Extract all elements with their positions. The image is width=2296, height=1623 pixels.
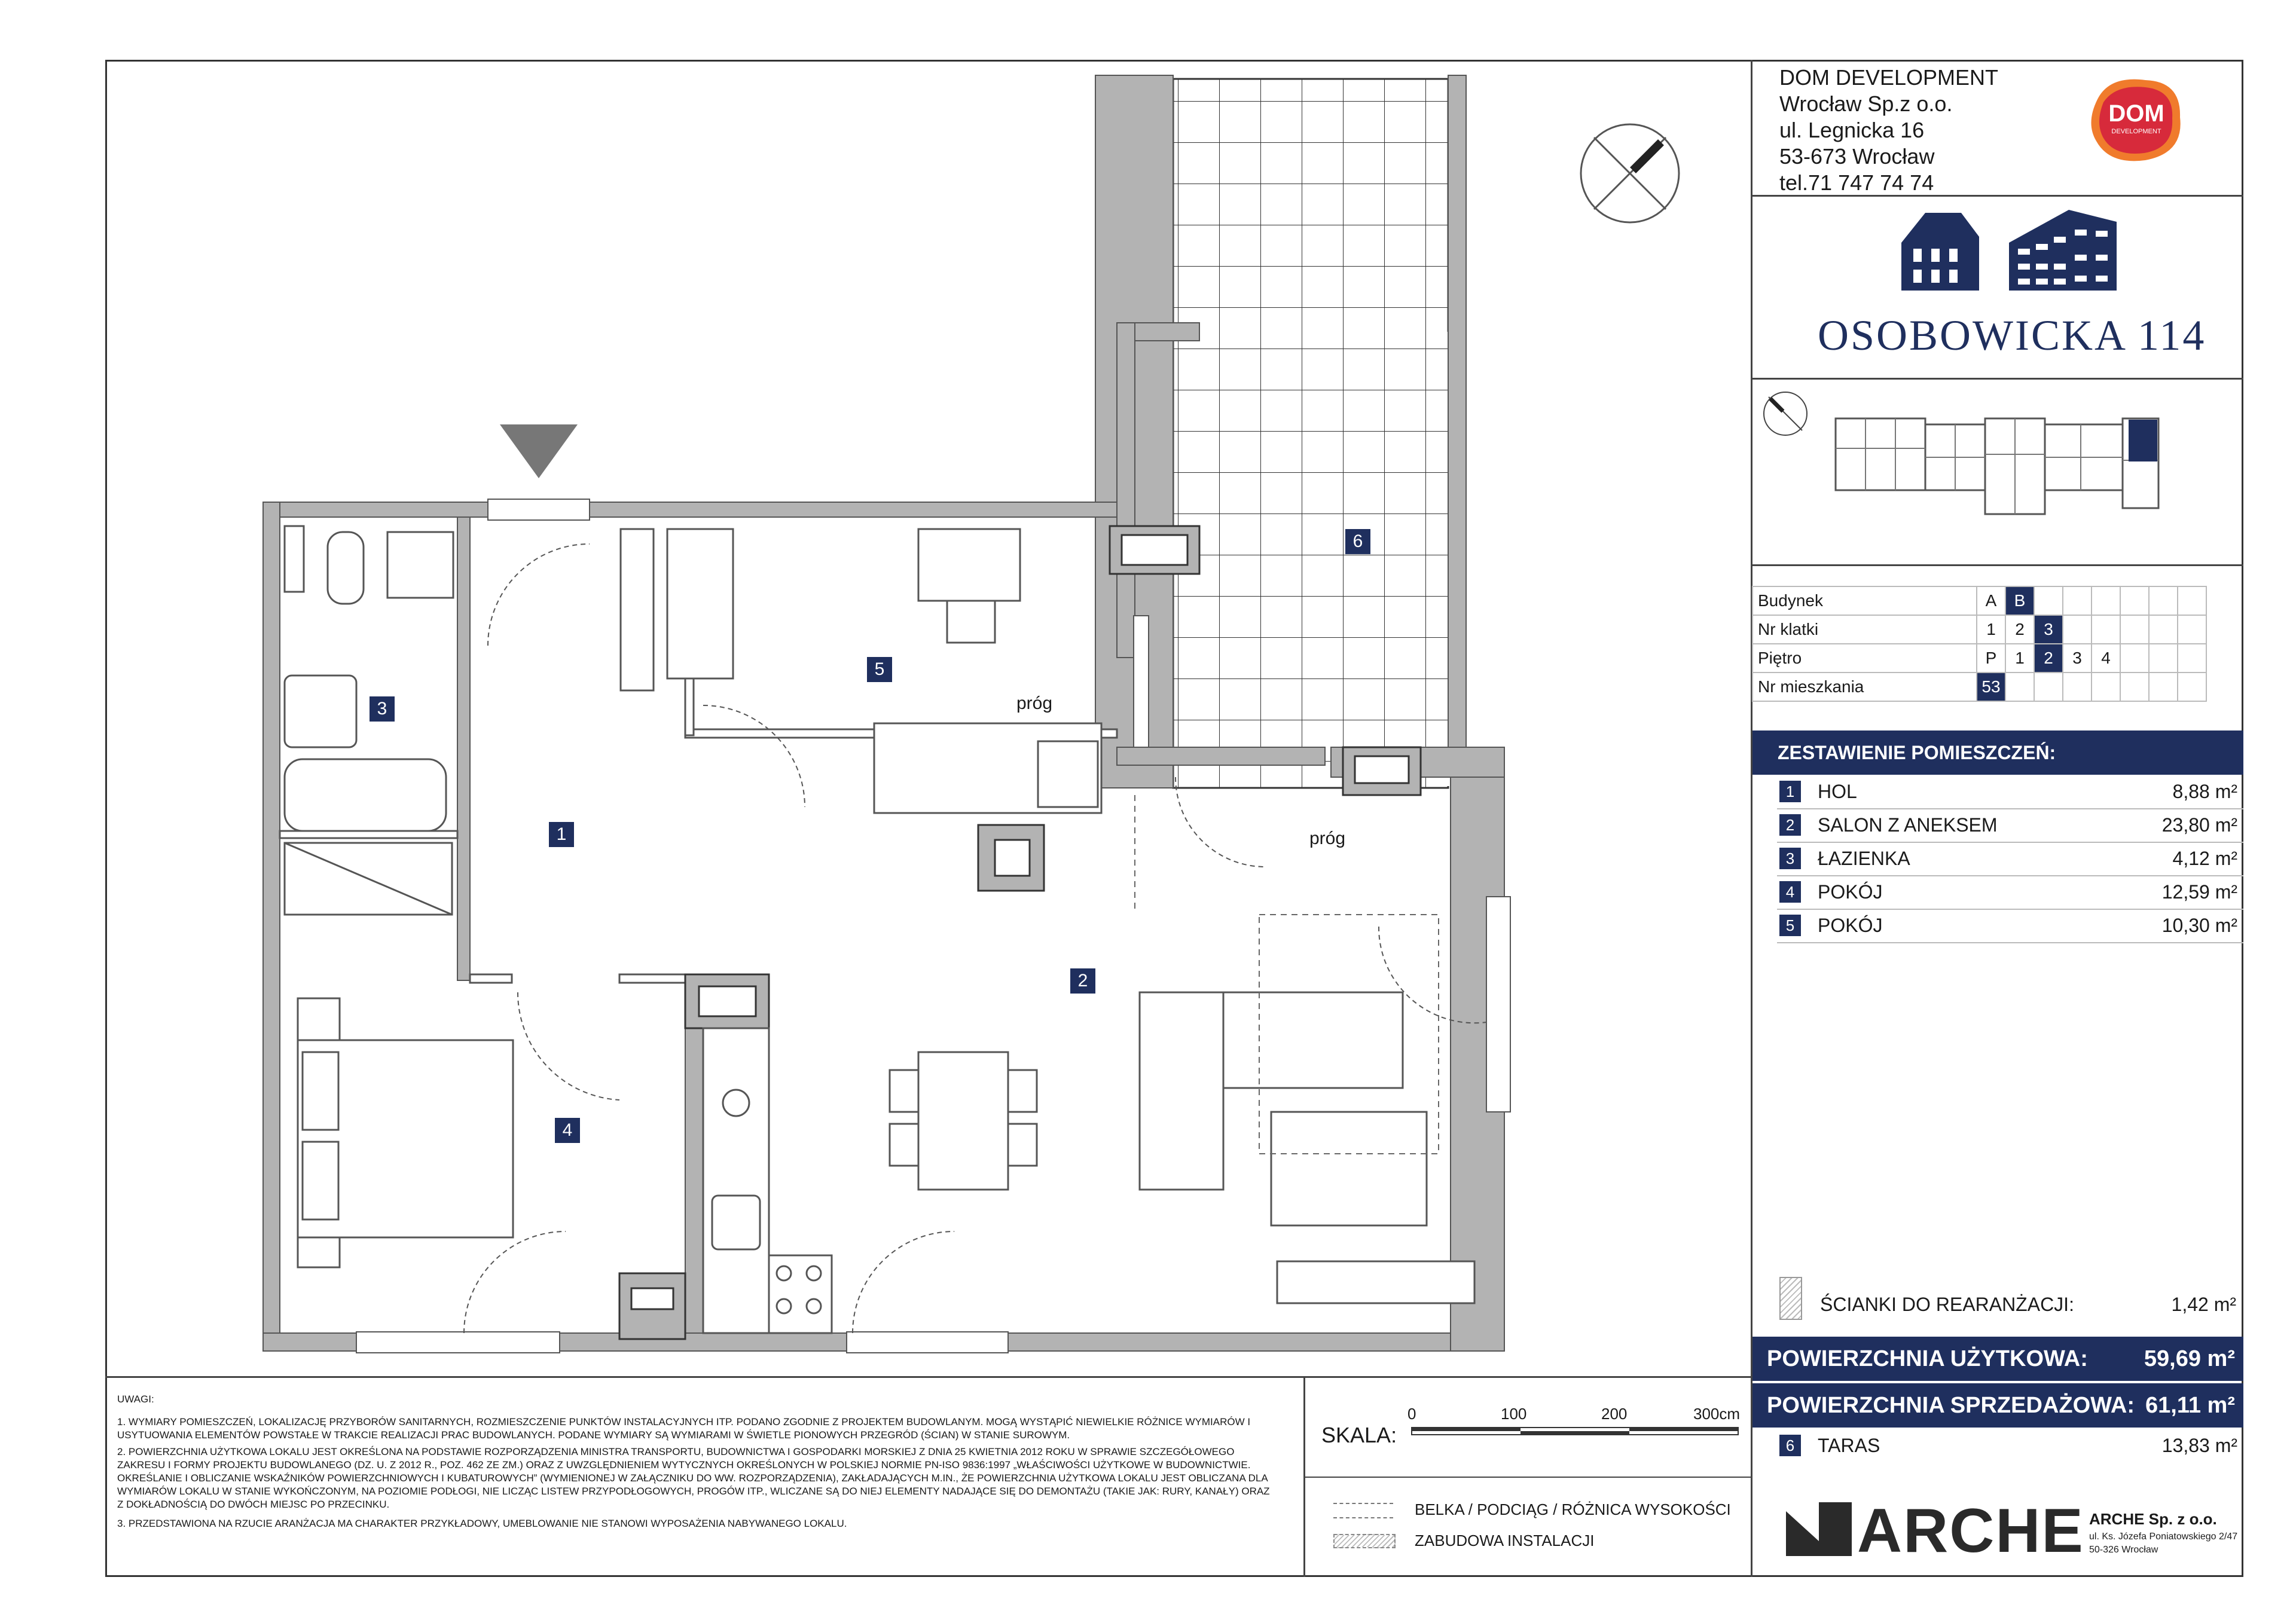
room-name: SALON Z ANEKSEM xyxy=(1818,814,1998,836)
floor-option: P xyxy=(1977,644,2005,673)
threshold-label: próg xyxy=(1016,693,1053,713)
room-area: 23,80 m² xyxy=(2161,814,2237,836)
stair-option: 1 xyxy=(1977,615,2005,644)
partition-label: ŚCIANKI DO REARANŻACJI: xyxy=(1820,1294,2074,1315)
room-num: 5 xyxy=(1779,915,1801,936)
room-tag-1: 1 xyxy=(549,822,574,847)
notes xyxy=(117,1393,1271,1534)
compass-icon xyxy=(1581,124,1679,222)
room-tag-2: 2 xyxy=(1070,968,1095,994)
room-num: 4 xyxy=(1779,881,1801,903)
room-tag-5: 5 xyxy=(867,657,892,682)
floor-option: 3 xyxy=(2063,644,2092,673)
divider xyxy=(1303,1477,1752,1478)
note-1: 1. WYMIARY POMIESZCZEŃ, LOKALIZACJĘ PRZYBORÓW SANITARNYCH, ROZMIESZCZENIE PUNKTÓW INSTALACYJNYCH ITP. PODANO ZGODNIE Z PROJEKTEM BUDOWLANYM. MOGĄ WYSTĄPIĆ NIEWIELKIE RÓŻNICE WYMIARÓW I USYTUOWANIA ELEMENTÓW POWSTAŁE W TRAKCIE REALIZACJI PRAC BUDOWLANYCH. PODANE WYMIARY SĄ WYMIARAMI W ŚWIETLE PIONOWYCH PRZEGRÓD (ŚCIAN) W STANIE SUROWYM. xyxy=(117,1416,1251,1441)
scale-tick-0: 0 xyxy=(1407,1405,1416,1423)
floor-selected: 2 xyxy=(2034,644,2063,673)
room-area: 12,59 m² xyxy=(2161,881,2237,903)
room-area: 10,30 m² xyxy=(2161,914,2237,936)
partition-area: 1,42 m² xyxy=(2171,1294,2236,1315)
room-row xyxy=(1777,842,2243,876)
room-tag-6: 6 xyxy=(1345,529,1370,554)
note-3: 3. PRZEDSTAWIONA NA RZUCIE ARANŻACJA MA CHARAKTER PRZYKŁADOWY, UMEBLOWANIE NIE STANOWI WYPOSAŻENIA NABYWANEGO LOKALU. xyxy=(117,1518,847,1529)
room-num: 1 xyxy=(1779,781,1801,802)
room-name: POKÓJ xyxy=(1818,914,1883,936)
divider xyxy=(1751,564,2243,566)
company-info xyxy=(1779,65,1998,196)
building-option: A xyxy=(1977,586,2005,615)
terrace-num: 6 xyxy=(1779,1435,1801,1456)
terrace-row xyxy=(1777,1429,2243,1462)
room-name: HOL xyxy=(1818,780,1857,802)
notes-heading: UWAGI: xyxy=(117,1393,154,1405)
company-phone: tel.71 747 74 74 xyxy=(1779,170,1934,195)
room-num: 3 xyxy=(1779,848,1801,869)
room-name: POKÓJ xyxy=(1818,881,1883,903)
dom-logo-sub: DEVELOPMENT xyxy=(2111,128,2161,135)
room-name: ŁAZIENKA xyxy=(1818,847,1910,869)
dom-logo-text: DOM xyxy=(2108,100,2164,127)
room-num: 2 xyxy=(1779,814,1801,836)
usable-area-label: POWIERZCHNIA UŻYTKOWA: xyxy=(1767,1346,2088,1371)
arche-logo-text: ARCHE xyxy=(1857,1496,2084,1566)
floor-option: 4 xyxy=(2092,644,2120,673)
building-selected: B xyxy=(2005,586,2034,615)
partition-swatch xyxy=(1779,1277,1802,1320)
room-row xyxy=(1777,808,2243,843)
note-2: 2. POWIERZCHNIA UŻYTKOWA LOKALU JEST OKREŚLONA NA PODSTAWIE ROZPORZĄDZENIA MINISTRA TRANSPORTU, BUDOWNICTWA I GOSPODARKI MORSKIEJ Z DNIA 25 KWIETNIA 2012 ROKU W SPRAWIE SZCZEGÓŁOWEGO ZAKRESU I FORMY PROJEKTU BUDOWLANEGO (DZ. U. Z 2012 R., POZ. 462 ZE ZM.) ORAZ Z UWZGLĘDNIENIEM WYTYCZNYCH OKREŚLONYCH W POLSKIEJ NORMIE PN-ISO 9836:1997 „WŁAŚCIWOŚCI UŻYTKOWE W BUDOWNICTWIE. OKREŚLANIE I OBLICZANIE WSKAŹNIKÓW POWIERZCHNIOWYCH I KUBATUROWYCH” (WYMIENIONEJ W ZAŁĄCZNIKU DO WW. ROZPORZĄDZENIA), ZAKŁADAJĄCYCH M.IN., ŻE POWIERZCHNIA UŻYTKOWA LOKALU JEST OBLICZANA DLA WYMIARÓW LOKALU W STANIE WYKOŃCZONYM, NA POZIOMIE PODŁOGI, NIE LICZĄC LISTEW PRZYPODŁOGOWYCH, PROGÓW ITP., WLICZANE SĄ DO NIEJ ELEMENTY NADAJĄCE SIĘ DO DEMONTAŻU (TAKIE JAK: RURY, KANAŁY) ORAZ Z DOKŁADNOŚCIĄ DO DWÓCH MIEJSC PO PRZECINKU. xyxy=(117,1446,1270,1510)
arche-logo xyxy=(1783,1494,2094,1566)
scale-bar xyxy=(1411,1425,1740,1437)
building-keyplan xyxy=(1830,412,2170,526)
floor-option: 1 xyxy=(2005,644,2034,673)
project-title: OSOBOWICKA 114 xyxy=(1818,311,2206,359)
dom-logo xyxy=(2086,75,2186,165)
beam-legend-label: BELKA / PODCIĄG / RÓŻNICA WYSOKOŚCI xyxy=(1415,1500,1731,1518)
installation-legend-swatch xyxy=(1333,1534,1396,1548)
stair-label: Nr klatki xyxy=(1752,615,1977,644)
stair-option: 2 xyxy=(2005,615,2034,644)
usable-area-value: 59,69 m² xyxy=(2144,1346,2235,1371)
terrace-area: 13,83 m² xyxy=(2161,1434,2237,1456)
terrace-name: TARAS xyxy=(1818,1434,1880,1456)
room-area: 4,12 m² xyxy=(2172,847,2237,869)
threshold-label: próg xyxy=(1309,829,1346,848)
floor-plan xyxy=(105,60,1751,1375)
room-tag-3: 3 xyxy=(370,696,395,722)
apt-number: 53 xyxy=(1977,673,2005,701)
building-illustration xyxy=(1895,207,2123,297)
beam-legend-swatch xyxy=(1333,1503,1393,1518)
scale-label: SKALA: xyxy=(1321,1423,1397,1447)
scale-tick-200: 200 xyxy=(1601,1405,1628,1423)
room-row xyxy=(1777,875,2243,910)
room-row xyxy=(1777,909,2243,943)
room-tag-4: 4 xyxy=(555,1118,580,1143)
divider xyxy=(1751,378,2243,380)
architect-name: ARCHE Sp. z o.o. xyxy=(2089,1510,2217,1528)
scale-tick-100: 100 xyxy=(1501,1405,1527,1423)
floor-label: Piętro xyxy=(1752,644,1977,673)
room-area: 8,88 m² xyxy=(2172,780,2237,802)
company-name: DOM DEVELOPMENT xyxy=(1779,65,1999,90)
room-row xyxy=(1777,775,2243,809)
sales-area-label: POWIERZCHNIA SPRZEDAŻOWA: xyxy=(1767,1393,2135,1418)
installation-legend-label: ZABUDOWA INSTALACJI xyxy=(1415,1532,1595,1549)
scale-tick-300: 300cm xyxy=(1693,1405,1741,1423)
sales-area-value: 61,11 m² xyxy=(2145,1393,2235,1418)
company-city: 53-673 Wrocław xyxy=(1779,144,1935,169)
usable-area-bar xyxy=(1752,1337,2243,1381)
company-address: ul. Legnicka 16 xyxy=(1779,118,1925,142)
apt-label: Nr mieszkania xyxy=(1752,673,1977,701)
sales-area-bar xyxy=(1752,1383,2243,1428)
keyplan-compass-icon xyxy=(1761,390,1809,438)
stair-selected: 3 xyxy=(2034,615,2063,644)
company-line2: Wrocław Sp.z o.o. xyxy=(1779,91,1953,116)
divider xyxy=(105,1376,1752,1378)
architect-city: 50-326 Wrocław xyxy=(2089,1545,2158,1555)
building-label: Budynek xyxy=(1752,586,1977,615)
architect-address: ul. Ks. Józefa Poniatowskiego 2/47 xyxy=(2089,1532,2238,1542)
summary-heading: ZESTAWIENIE POMIESZCZEŃ: xyxy=(1752,730,2243,775)
location-table xyxy=(1752,586,2207,702)
